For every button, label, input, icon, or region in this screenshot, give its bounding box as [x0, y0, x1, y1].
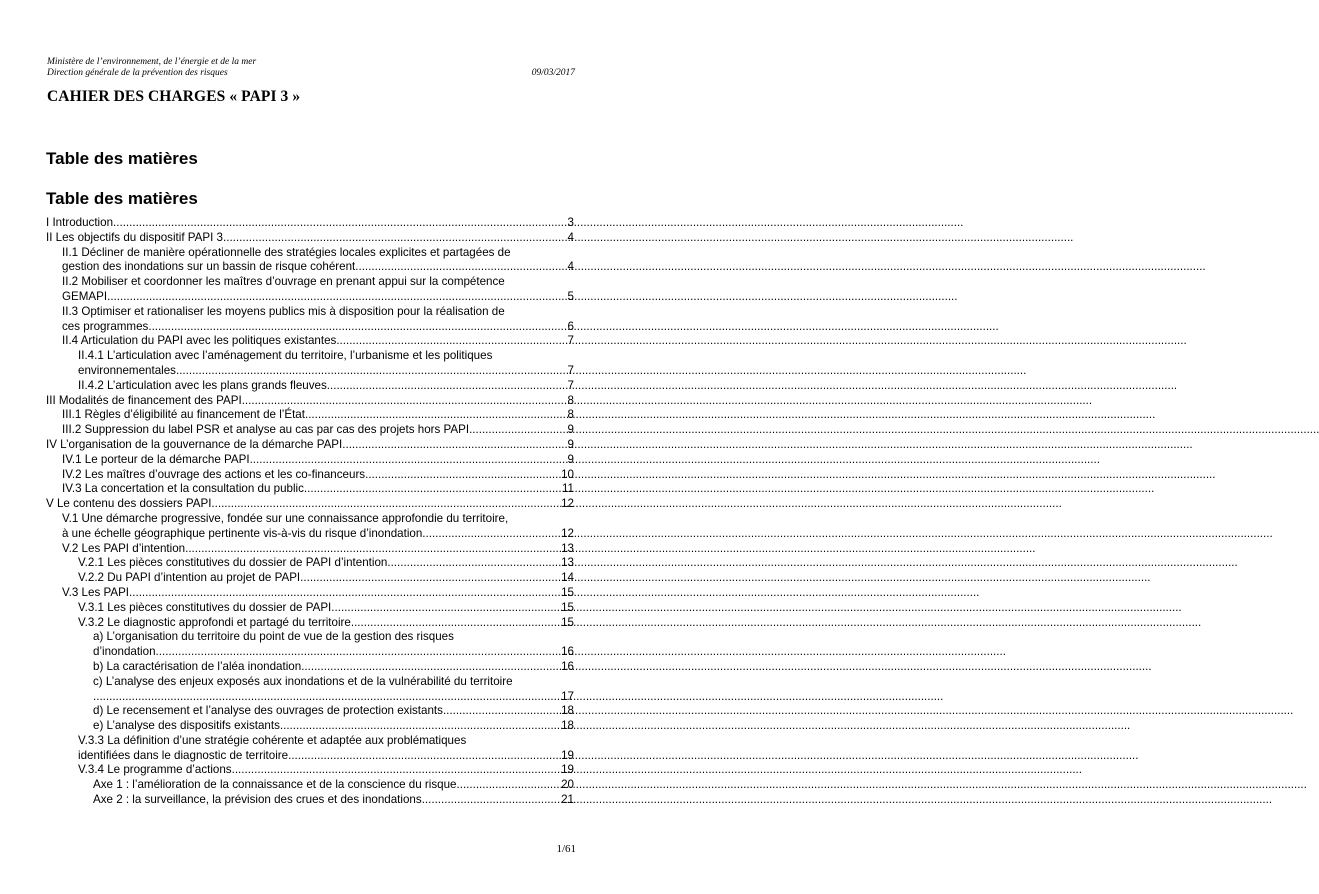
dot-leader [443, 704, 560, 719]
toc-page-number: 7 [567, 334, 574, 348]
toc-entry[interactable] [46, 216, 574, 231]
toc-page-number: 7 [567, 378, 574, 392]
toc-page-number: 15 [561, 600, 574, 614]
dot-leader [232, 763, 560, 778]
dot-leader [305, 408, 567, 423]
toc-entry[interactable] [46, 497, 574, 512]
toc-entry[interactable] [46, 275, 574, 305]
page-number: 1/61 [556, 843, 576, 855]
toc-entry-label: IV.1 Le porteur de la démarche PAPI [62, 452, 250, 466]
dot-leader [148, 320, 566, 335]
toc-entry[interactable] [46, 305, 574, 335]
toc-entry[interactable] [46, 379, 574, 394]
dot-leader [351, 616, 560, 631]
toc-entry-label: gestion des inondations sur un bassin de risque cohérent [62, 260, 356, 274]
dot-leader [93, 690, 560, 705]
toc-page-number: 14 [561, 571, 574, 585]
toc-entry[interactable] [46, 542, 574, 557]
toc-entry[interactable] [46, 778, 574, 793]
toc-page-number: 21 [561, 793, 574, 807]
dot-leader [422, 793, 560, 808]
toc-page-number: 4 [567, 230, 574, 244]
toc-entry-label: V.2.1 Les pièces constitutives du dossier de PAPI d’intention [78, 556, 388, 570]
toc-entry[interactable] [46, 616, 574, 631]
toc-entry[interactable] [46, 734, 574, 764]
dot-leader [242, 394, 567, 409]
dot-leader [156, 645, 561, 660]
toc-page-number: 9 [567, 423, 574, 437]
toc-page-number: 17 [561, 689, 574, 703]
dot-leader [185, 542, 560, 557]
toc-page-number: 7 [567, 363, 574, 377]
toc-entry-label: V.2.2 Du PAPI d’intention au projet de PAPI [78, 571, 301, 585]
toc-entry-label: II.4.2 L’articulation avec les plans grands fleuves [78, 378, 327, 392]
toc-page-number: 16 [561, 659, 574, 673]
dot-leader [387, 556, 560, 571]
toc-entry-label: V.3.4 Le programme d’actions [78, 763, 232, 777]
toc-entry[interactable] [46, 468, 574, 483]
toc-page-number: 19 [561, 748, 574, 762]
toc-entry[interactable] [46, 334, 574, 349]
toc-entry-text: II.1 Décliner de manière opérationnelle des stratégies locales explicites et partagées de [62, 245, 511, 259]
toc-entry[interactable] [46, 675, 574, 705]
toc-entry-label: e) L’analyse des dispositifs existants [93, 719, 280, 733]
toc-entry-label: identifiées dans le diagnostic de territoire [78, 748, 289, 762]
dot-leader [336, 334, 566, 349]
toc-entry-label: III Modalités de financement des PAPI [46, 393, 242, 407]
toc-entry-text: II.3 Optimiser et rationaliser les moyens publics mis à disposition pour la réalisation de [62, 304, 505, 318]
toc-entry[interactable] [46, 571, 574, 586]
toc-entry-label: V.3.2 Le diagnostic approfondi et partagé du territoire [78, 615, 351, 629]
toc-page-number: 10 [561, 467, 574, 481]
toc-entry[interactable] [46, 482, 574, 497]
toc-entry-label: environnementales [78, 363, 176, 377]
toc-entry-text: c) L’analyse des enjeux exposés aux inondations et de la vulnérabilité du territoire [93, 674, 513, 688]
toc-entry-label: II Les objectifs du dispositif PAPI 3 [46, 230, 224, 244]
dot-leader [223, 231, 567, 246]
toc-entry[interactable] [46, 453, 574, 468]
toc-page-number: 16 [561, 645, 574, 659]
toc-page-number: 18 [561, 719, 574, 733]
dot-leader [301, 660, 560, 675]
toc-page-number: 11 [561, 482, 574, 496]
dot-leader [342, 438, 566, 453]
toc-heading-secondary: Table des matières [46, 189, 198, 208]
toc-page-number: 5 [567, 289, 574, 303]
toc-page-number: 20 [561, 778, 574, 792]
dot-leader [107, 290, 566, 305]
toc-entry[interactable] [46, 793, 574, 808]
toc-entry-label: IV L’organisation de la gouvernance de la démarche PAPI [46, 437, 343, 451]
dot-leader [176, 364, 567, 379]
table-of-contents [46, 216, 574, 808]
dot-leader [280, 719, 560, 734]
dot-leader [469, 423, 566, 438]
toc-entry[interactable] [46, 601, 574, 616]
toc-page-number: 13 [561, 556, 574, 570]
toc-entry[interactable] [46, 586, 574, 601]
toc-entry-label: Axe 1 : l’amélioration de la connaissance et de la conscience du risque [93, 778, 457, 792]
dot-leader [304, 482, 561, 497]
toc-page-number: 15 [561, 585, 574, 599]
dot-leader [250, 453, 567, 468]
toc-entry-label: III.2 Suppression du label PSR et analyse au cas par cas des projets hors PAPI [62, 423, 470, 437]
dot-leader [288, 749, 560, 764]
toc-entry-label: à une échelle géographique pertinente vis-à-vis du risque d’inondation [62, 526, 423, 540]
toc-entry-label: GEMAPI [62, 289, 108, 303]
toc-entry-label: V.3.1 Les pièces constitutives du dossier de PAPI [78, 600, 332, 614]
dot-leader [327, 379, 567, 394]
toc-entry-text: V.1 Une démarche progressive, fondée sur une connaissance approfondie du territoire, [62, 511, 509, 525]
toc-entry[interactable] [46, 231, 574, 246]
toc-entry-text: II.2 Mobiliser et coordonner les maîtres d’ouvrage en prenant appui sur la compétence [62, 275, 505, 289]
toc-page-number: 12 [561, 526, 574, 540]
toc-entry[interactable] [46, 512, 574, 542]
header-date: 09/03/2017 [531, 68, 575, 78]
toc-entry-text: a) L’organisation du territoire du point de vue de la gestion des risques [93, 630, 454, 644]
toc-entry[interactable] [46, 408, 574, 423]
dot-leader [129, 586, 560, 601]
toc-entry-label: d’inondation [93, 645, 156, 659]
toc-page-number: 6 [567, 319, 574, 333]
ministry-line: Ministère de l’environnement, de l’énergie et de la mer [47, 57, 257, 67]
dot-leader [457, 778, 561, 793]
toc-page-number: 9 [567, 452, 574, 466]
toc-entry-label: b) La caractérisation de l’aléa inondation [93, 659, 302, 673]
toc-page-number: 3 [567, 216, 574, 229]
toc-page-number: 13 [561, 541, 574, 555]
toc-entry-label: I Introduction [46, 216, 114, 229]
toc-entry[interactable] [46, 246, 574, 276]
toc-entry[interactable] [46, 394, 574, 409]
toc-page-number: 8 [567, 408, 574, 422]
toc-entry-label: II.4 Articulation du PAPI avec les politiques existantes [62, 334, 337, 348]
toc-entry[interactable] [46, 660, 574, 675]
document-title: CAHIER DES CHARGES « PAPI 3 » [47, 88, 301, 105]
toc-heading: Table des matières [46, 149, 198, 168]
toc-entry[interactable] [46, 630, 574, 660]
toc-entry[interactable] [46, 556, 574, 571]
toc-entry-label: V.2 Les PAPI d’intention [62, 541, 186, 555]
toc-entry-label: ces programmes [62, 319, 149, 333]
toc-entry[interactable] [46, 763, 574, 778]
toc-page-number: 4 [567, 260, 574, 274]
toc-page-number: 8 [567, 393, 574, 407]
dot-leader [331, 601, 560, 616]
dot-leader [113, 216, 567, 231]
dot-leader [365, 468, 560, 483]
toc-entry-label: V Le contenu des dossiers PAPI [46, 497, 212, 511]
toc-page-number: 19 [561, 763, 574, 777]
toc-entry-label: IV.3 La concertation et la consultation du public [62, 482, 304, 496]
toc-page-number: 15 [561, 615, 574, 629]
page-header [47, 57, 575, 79]
toc-page-number: 18 [561, 704, 574, 718]
dot-leader [355, 260, 566, 275]
dot-leader [422, 527, 560, 542]
toc-page-number: 12 [561, 497, 574, 511]
toc-entry[interactable] [46, 719, 574, 734]
toc-entry-label: IV.2 Les maîtres d’ouvrage des actions et les co-financeurs [62, 467, 366, 481]
toc-entry-text: II.4.1 L’articulation avec l’aménagement du territoire, l’urbanisme et les politiques [78, 349, 493, 363]
toc-entry[interactable] [46, 423, 574, 438]
dot-leader [211, 497, 560, 512]
toc-entry[interactable] [46, 349, 574, 379]
document-page [0, 0, 616, 894]
direction-line: Direction générale de la prévention des risques [47, 68, 228, 78]
toc-entry-label: Axe 2 : la surveillance, la prévision des crues et des inondations [93, 793, 422, 807]
toc-entry[interactable] [46, 438, 574, 453]
dot-leader [300, 571, 560, 586]
toc-entry-text: V.3.3 La définition d’une stratégie cohérente et adaptée aux problématiques [78, 733, 467, 747]
toc-entry-label: V.3 Les PAPI [62, 585, 130, 599]
toc-entry-label: III.1 Règles d’éligibilité au financement de l’État [62, 408, 305, 422]
toc-page-number: 9 [567, 437, 574, 451]
toc-entry[interactable] [46, 704, 574, 719]
toc-entry-label: d) Le recensement et l’analyse des ouvrages de protection existants [93, 704, 443, 718]
